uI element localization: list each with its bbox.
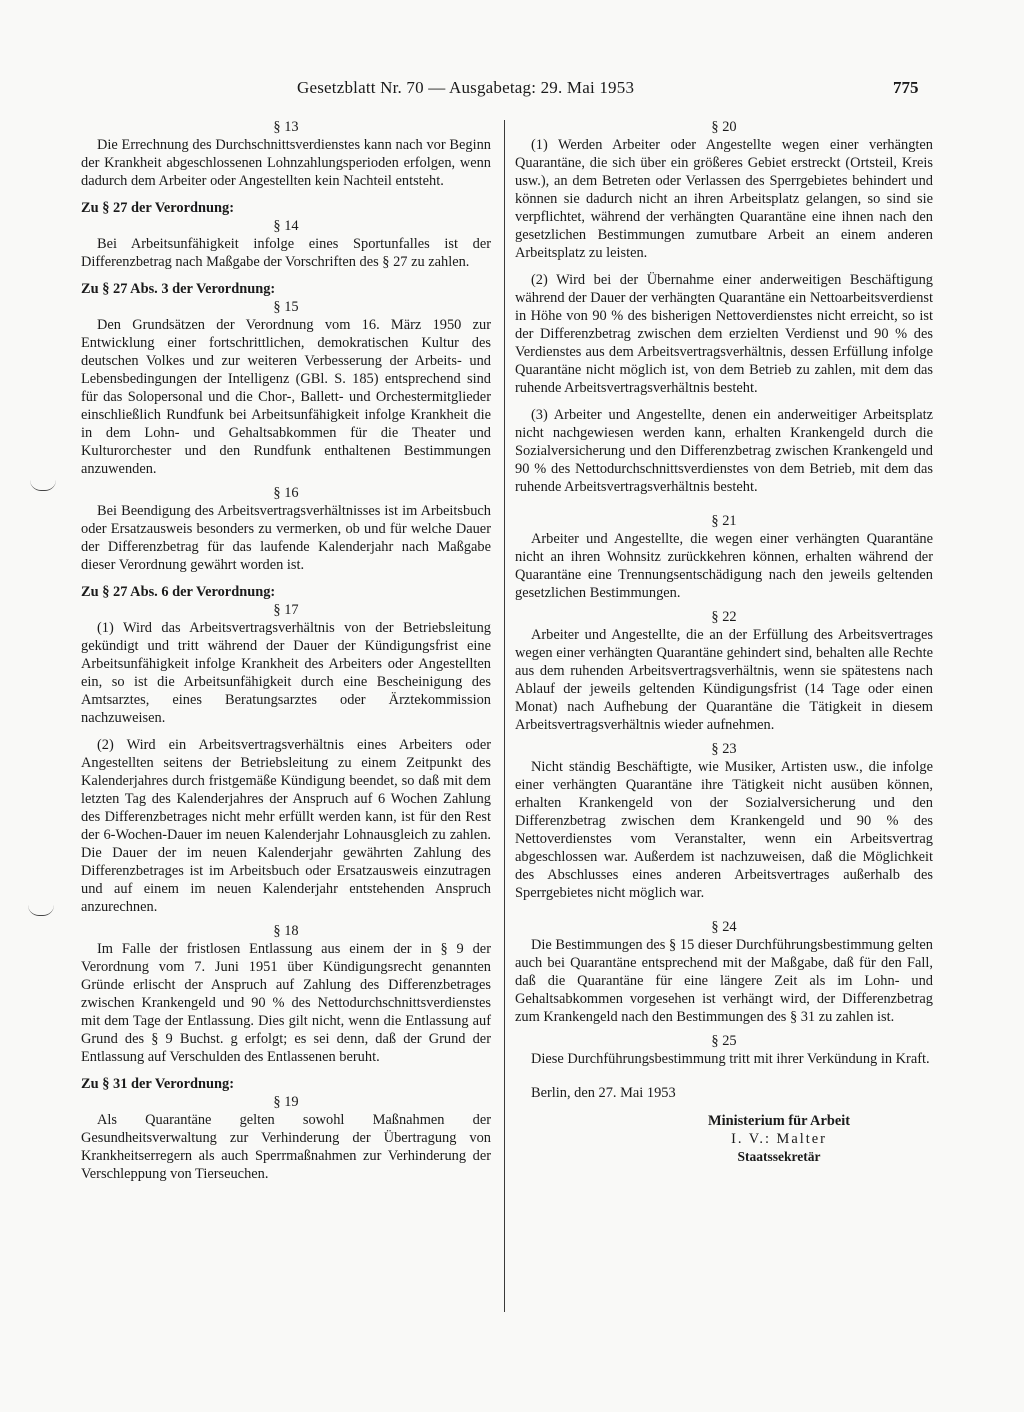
section-heading: Zu § 27 der Verordnung:: [81, 200, 235, 216]
paragraph-text: Nicht ständig Beschäftigte, wie Musiker, Artisten usw., die infolge einer verhängten Quarantäne ihre Tätigkeit nicht ausüben können, erhalten Krankengeld von der Sozialversicherung und den Differenzbetrag zwischen dem Krankengeld und 90 % des Nettoverdienstes vom Veranstalter, wenn ein Arbeitsvertrag abgeschlossen war. Außerdem ist nachzuweisen, daß die Möglichkeit des Abschlusses eines anderen Arbeitsvertrages außerhalb des Sperrgebietes nicht möglich war.: [515, 759, 933, 901]
paragraph-text: (1) Werden Arbeiter oder Angestellte wegen einer verhängten Quarantäne, die sich über ein größeres Gebiet erstreckt (Ortsteil, Kreis usw.), an dem Betreten oder Verlassen des Sperrgebietes behindert und können sie dadurch nicht an ihren Arbeitsplatz gelangen, so sind sie verpflichtet, während der verhängten Quarantäne eine ihnen nach den gesetzlichen Bestimmungen zumutbare Arbeit an einem anderen Arbeitsplatz zu leisten.: [515, 137, 933, 261]
signature-title: Staatssekretär: [737, 1149, 821, 1164]
paragraph-heading: § 16: [273, 485, 299, 501]
paragraph-text: (2) Wird ein Arbeitsvertragsverhältnis eines Arbeiters oder Angestellten seitens der Betriebsleitung zu einem Zeitpunkt des Kalenderjahres durch fristgemäße Kündigung beendet, so daß mit dem letzten Tag des Kalenderjahres der Anspruch auf 6 Wochen Zahlung des Differenzbetrages nicht mehr erfüllt werden kann, ist für den Rest der 6-Wochen-Dauer im neuen Kalenderjahr Lohnausgleich zu zahlen. Die Dauer der im neuen Kalenderjahr gewährten Zahlung des Differenzbetrages ist im Arbeitsbuch oder Ersatzausweis einzutragen und auf einem im neuen Kalenderjahr entstehenden Anspruch anzurechnen.: [81, 737, 491, 915]
paragraph-heading: § 20: [711, 119, 737, 135]
signature-person: I. V.: Malter: [731, 1131, 827, 1147]
section-heading: Zu § 27 Abs. 6 der Verordnung:: [81, 584, 276, 600]
paragraph-text: Die Errechnung des Durchschnittsverdienstes kann nach vor Beginn der Krankheit abgeschlossenen Lohnzahlungsperioden erfolgen, wenn dadurch dem Arbeiter oder Angestellten kein Nachteil entsteht.: [81, 137, 491, 189]
paragraph-text: Bei Arbeitsunfähigkeit infolge eines Sportunfalles ist der Differenzbetrag nach Maßgabe der Vorschriften des § 27 zu zahlen.: [81, 236, 491, 270]
paragraph-text: Als Quarantäne gelten sowohl Maßnahmen der Gesundheitsverwaltung zur Verhinderung der Übertragung von Krankheitserregern als auch Sperrmaßnahmen zur Verhinderung der Verschleppung von Tierseuchen.: [81, 1112, 491, 1182]
gazette-header-title: Gesetzblatt Nr. 70 — Ausgabetag: 29. Mai 1953: [297, 78, 635, 97]
paragraph-heading: § 25: [711, 1033, 737, 1049]
left-column: [81, 118, 491, 1183]
section-heading: Zu § 27 Abs. 3 der Verordnung:: [81, 281, 276, 297]
column-divider: [504, 120, 505, 1312]
margin-mark: [28, 905, 54, 916]
paragraph-text: (1) Wird das Arbeitsvertragsverhältnis von der Betriebsleitung gekündigt und tritt während der Dauer der Kündigungsfrist eine Arbeitsunfähigkeit infolge Krankheit des Arbeiters oder Angestellten ein, so ist die Arbeitsunfähigkeit durch eine Bescheinigung des Amtsarztes, eines Beratungsarztes oder Ärztekommission nachzuweisen.: [81, 620, 491, 726]
paragraph-text: Bei Beendigung des Arbeitsvertragsverhältnisses ist im Arbeitsbuch oder Ersatzausweis besonders zu vermerken, ob und für welche Dauer der Differenzbetrag für das laufende Kalenderjahr nach Maßgabe dieser Verordnung gewährt worden ist.: [81, 503, 491, 573]
signature-block: [625, 1112, 933, 1166]
paragraph-text: Diese Durchführungsbestimmung tritt mit ihrer Verkündung in Kraft.: [531, 1051, 930, 1067]
paragraph-heading: § 18: [273, 923, 299, 939]
paragraph-text: Arbeiter und Angestellte, die wegen einer verhängten Quarantäne nicht an ihren Wohnsitz zurückkehren können, erhalten während der Quarantäne eine Trennungsentschädigung nach den jeweils geltenden gesetzlichen Bestimmungen.: [515, 531, 933, 601]
paragraph-heading: § 23: [711, 741, 737, 757]
paragraph-text: Den Grundsätzen der Verordnung vom 16. März 1950 zur Entwicklung einer fortschrittlichen, demokratischen Kultur des deutschen Volkes und zur weiteren Verbesserung der Arbeits- und Lebensbedingungen der Intelligenz (GBl. S. 185) entsprechend sind für das Solopersonal und die Chor-, Ballett- und Orchestermitglieder einschließlich Rundfunk bei Arbeitsunfähigkeit infolge Krankheit die in dem Lohn- und Gehaltsabkommen für die Theater und Kulturorchester und den Rundfunk enthaltenen Bestimmungen anzuwenden.: [81, 317, 491, 477]
paragraph-heading: § 15: [273, 299, 299, 315]
paragraph-text: (3) Arbeiter und Angestellte, denen ein anderweitiger Arbeitsplatz nicht nachgewiesen werden kann, erhalten Krankengeld durch die Sozialversicherung und den Differenzbetrag zwischen Krankengeld und 90 % des Nettodurchschnittsverdienstes von dem Betrieb, mit dem das ruhende Arbeitsvertragsverhältnis besteht.: [515, 407, 933, 495]
paragraph-heading: § 13: [273, 119, 299, 135]
margin-mark: [30, 480, 56, 491]
paragraph-text: (2) Wird bei der Übernahme einer anderweitigen Beschäftigung während der Dauer der verhängten Quarantäne ein Nettoarbeitsverdienst in Höhe von 90 % des bisherigen Nettoverdienstes nicht erreicht, so ist der Differenzbetrag zwischen dem erzielten Verdienst und 90 % des Verdienstes aus dem Arbeitsvertragsverhältnis, dessen Erfüllung infolge Quarantäne nicht möglich ist, von dem Betrieb zu zahlen, mit dem das ruhende Arbeitsvertragsverhältnis besteht.: [515, 272, 933, 396]
section-heading: Zu § 31 der Verordnung:: [81, 1076, 235, 1092]
paragraph-heading: § 24: [711, 919, 737, 935]
paragraph-heading: § 17: [273, 602, 299, 618]
paragraph-heading: § 19: [273, 1094, 299, 1110]
place-date-line: Berlin, den 27. Mai 1953: [531, 1085, 676, 1101]
right-column: [515, 118, 933, 1166]
paragraph-text: Im Falle der fristlosen Entlassung aus einem der in § 9 der Verordnung vom 7. Juni 1951 über Kündigungsrecht genannten Gründe erlischt der Anspruch auf Zahlung des Differenzbetrages zwischen Krankengeld und 90 % des Nettodurchschnittsverdienstes mit dem Tage der Entlassung. Dies gilt nicht, wenn die Entlassung auf Grund des § 9 Buchst. g erfolgt; es sei denn, daß der Grund der Entlassung auf Verschulden des Entlassenen beruht.: [81, 941, 491, 1065]
paragraph-text: Die Bestimmungen des § 15 dieser Durchführungsbestimmung gelten auch bei Quarantäne entsprechend mit der Maßgabe, daß für den Fall, daß die Quarantäne für eine längere Zeit als im Lohn- und Gehaltsabkommen vorgesehen ist verhängt wird, der Differenzbetrag zum Krankengeld nach den Bestimmungen des § 31 zu zahlen ist.: [515, 937, 933, 1025]
page-number: 775: [893, 78, 919, 97]
paragraph-text: Arbeiter und Angestellte, die an der Erfüllung des Arbeitsvertrages wegen einer verhängten Quarantäne gehindert sind, behalten alle Rechte aus dem ruhenden Arbeitsvertragsverhältnis, wenn sie spätestens nach Ablauf der jeweils geltenden Kündigungsfrist (14 Tage oder einen Monat) nach Aufhebung der Quarantäne die Tätigkeit in diesem Arbeitsvertragsverhältnis wieder aufnehmen.: [515, 627, 933, 733]
paragraph-heading: § 14: [273, 218, 299, 234]
paragraph-heading: § 21: [711, 513, 737, 529]
paragraph-heading: § 22: [711, 609, 737, 625]
signature-ministry: Ministerium für Arbeit: [707, 1113, 851, 1129]
